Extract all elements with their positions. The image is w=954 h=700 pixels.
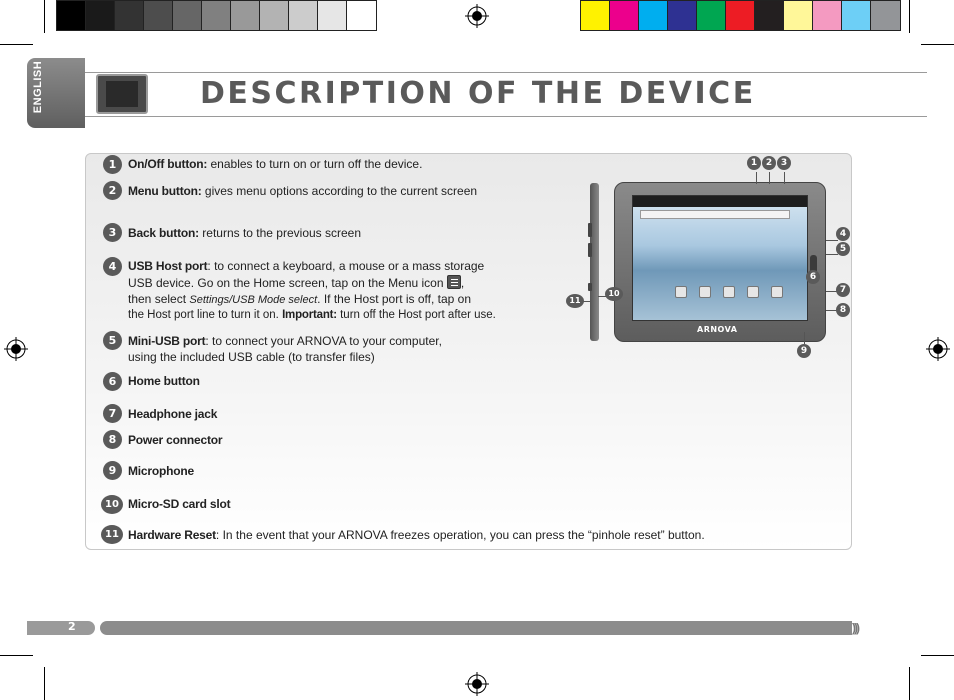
item-number-badge: 7 bbox=[103, 404, 122, 423]
callout-badge: 2 bbox=[762, 156, 776, 170]
page-number: 2 bbox=[68, 620, 76, 633]
important-label: Important: bbox=[282, 309, 337, 321]
callout-leader bbox=[826, 240, 838, 241]
item-text: . If the Host port is off, tap on bbox=[317, 292, 472, 306]
color-swatch bbox=[115, 1, 144, 30]
crop-mark bbox=[44, 0, 45, 33]
crop-mark bbox=[909, 0, 910, 33]
item-number-badge: 2 bbox=[103, 181, 122, 200]
list-item bbox=[128, 374, 200, 389]
crop-mark bbox=[0, 44, 33, 45]
color-swatch bbox=[639, 1, 668, 30]
item-label: Menu button: bbox=[128, 184, 202, 198]
list-item bbox=[128, 157, 422, 172]
item-number-badge: 1 bbox=[103, 155, 122, 174]
item-label: Power connector bbox=[128, 433, 223, 447]
callout-leader bbox=[804, 332, 805, 344]
item-number-badge: 9 bbox=[103, 461, 122, 480]
list-item-continuation bbox=[128, 292, 471, 308]
item-text: : In the event that your ARNOVA freezes operation, you can press the “pinhole reset” button. bbox=[215, 528, 705, 542]
color-swatch bbox=[871, 1, 900, 30]
item-label: Micro-SD card slot bbox=[128, 497, 231, 511]
device-thumbnail-icon bbox=[96, 74, 148, 114]
color-swatch bbox=[726, 1, 755, 30]
item-label: USB Host port bbox=[128, 259, 208, 273]
callout-badge: 8 bbox=[836, 303, 850, 317]
tablet-side-view bbox=[590, 183, 599, 341]
color-swatch bbox=[668, 1, 697, 30]
color-swatch bbox=[610, 1, 639, 30]
item-label: Microphone bbox=[128, 464, 194, 478]
page-title: DESCRIPTION OF THE DEVICE bbox=[200, 76, 756, 111]
brand-logo: ARNOVA bbox=[697, 325, 738, 334]
status-bar bbox=[633, 196, 807, 207]
item-number-badge: 5 bbox=[103, 331, 122, 350]
color-swatch bbox=[784, 1, 813, 30]
callout-badge: 7 bbox=[836, 283, 850, 297]
color-swatch bbox=[86, 1, 115, 30]
footer-bar bbox=[100, 621, 852, 635]
color-swatch bbox=[231, 1, 260, 30]
color-swatch bbox=[144, 1, 173, 30]
side-port bbox=[588, 283, 592, 291]
crop-mark bbox=[909, 667, 910, 700]
callout-leader bbox=[769, 172, 770, 184]
item-label: Mini-USB port bbox=[128, 334, 206, 348]
item-text: enables to turn on or turn off the device. bbox=[207, 157, 423, 171]
footer-end-mark: ))) bbox=[852, 621, 858, 635]
list-item-continuation bbox=[128, 308, 496, 323]
item-number-badge: 4 bbox=[103, 257, 122, 276]
list-item bbox=[128, 184, 477, 199]
color-swatch-strip bbox=[580, 0, 901, 31]
list-item-continuation bbox=[128, 275, 464, 291]
item-text: gives menu options according to the current screen bbox=[201, 184, 478, 198]
item-label: Back button: bbox=[128, 226, 199, 240]
callout-badge: 4 bbox=[836, 227, 850, 241]
color-swatch bbox=[347, 1, 376, 30]
tablet-screen bbox=[632, 195, 808, 321]
item-label: Hardware Reset bbox=[128, 528, 216, 542]
list-item bbox=[128, 497, 230, 512]
item-text: then select bbox=[128, 292, 190, 306]
item-label: Headphone jack bbox=[128, 407, 218, 421]
callout-leader bbox=[784, 172, 785, 184]
item-text: returns to the previous screen bbox=[198, 226, 362, 240]
callout-badge: 6 bbox=[806, 270, 820, 284]
item-label: Home button bbox=[128, 374, 200, 388]
callout-badge: 10 bbox=[605, 287, 623, 301]
color-swatch bbox=[260, 1, 289, 30]
callout-badge: 1 bbox=[747, 156, 761, 170]
item-label: On/Off button: bbox=[128, 157, 208, 171]
color-swatch bbox=[318, 1, 347, 30]
registration-mark-icon bbox=[4, 337, 28, 361]
item-text: the Host port line to turn it on. bbox=[128, 309, 283, 321]
crop-mark bbox=[921, 44, 954, 45]
color-swatch bbox=[202, 1, 231, 30]
registration-mark-icon bbox=[926, 337, 950, 361]
item-text: , bbox=[460, 276, 465, 290]
callout-badge: 3 bbox=[777, 156, 791, 170]
callout-leader bbox=[826, 254, 838, 255]
list-item bbox=[128, 464, 194, 479]
item-text: : to connect a keyboard, a mouse or a mass storage bbox=[207, 259, 485, 273]
registration-mark-icon bbox=[465, 672, 489, 696]
color-swatch bbox=[581, 1, 610, 30]
gray-swatch-strip bbox=[56, 0, 377, 31]
item-text: USB device. Go on the Home screen, tap on the Menu icon bbox=[128, 276, 444, 290]
color-swatch bbox=[57, 1, 86, 30]
item-number-badge: 8 bbox=[103, 430, 122, 449]
callout-badge: 9 bbox=[797, 344, 811, 358]
menu-icon bbox=[447, 275, 461, 289]
header-rule-bottom bbox=[85, 116, 927, 117]
crop-mark bbox=[0, 655, 33, 656]
app-icon bbox=[723, 286, 735, 298]
language-tab-label: ENGLISH bbox=[32, 60, 44, 114]
callout-badge: 11 bbox=[566, 294, 584, 308]
item-text: turn off the Host port after use. bbox=[336, 309, 496, 321]
list-item bbox=[128, 407, 217, 422]
color-swatch bbox=[289, 1, 318, 30]
side-port bbox=[588, 223, 592, 237]
crop-mark bbox=[921, 655, 954, 656]
list-item bbox=[128, 433, 222, 448]
app-icon bbox=[699, 286, 711, 298]
color-swatch bbox=[842, 1, 871, 30]
color-swatch bbox=[755, 1, 784, 30]
item-number-badge: 3 bbox=[103, 223, 122, 242]
item-text: : to connect your ARNOVA to your computer, bbox=[205, 334, 442, 348]
list-item bbox=[128, 528, 705, 543]
list-item bbox=[128, 259, 484, 274]
tablet-front-view bbox=[614, 182, 826, 342]
header-rule-top bbox=[85, 72, 927, 73]
item-number-badge: 11 bbox=[101, 525, 123, 544]
search-bar bbox=[640, 210, 790, 219]
item-text: using the included USB cable (to transfer files) bbox=[128, 350, 375, 364]
list-item-continuation bbox=[128, 350, 375, 365]
app-icon bbox=[675, 286, 687, 298]
color-swatch bbox=[697, 1, 726, 30]
color-swatch bbox=[173, 1, 202, 30]
list-item bbox=[128, 334, 442, 349]
list-item bbox=[128, 226, 361, 241]
side-port bbox=[588, 243, 592, 257]
settings-path: Settings/USB Mode select bbox=[189, 294, 318, 306]
callout-badge: 5 bbox=[836, 242, 850, 256]
item-number-badge: 6 bbox=[103, 372, 122, 391]
crop-mark bbox=[44, 667, 45, 700]
callout-leader bbox=[756, 172, 757, 184]
app-icon bbox=[747, 286, 759, 298]
registration-mark-icon bbox=[465, 4, 489, 28]
page-number-tab bbox=[27, 621, 95, 635]
item-number-badge: 10 bbox=[101, 495, 123, 514]
app-icon bbox=[771, 286, 783, 298]
color-swatch bbox=[813, 1, 842, 30]
